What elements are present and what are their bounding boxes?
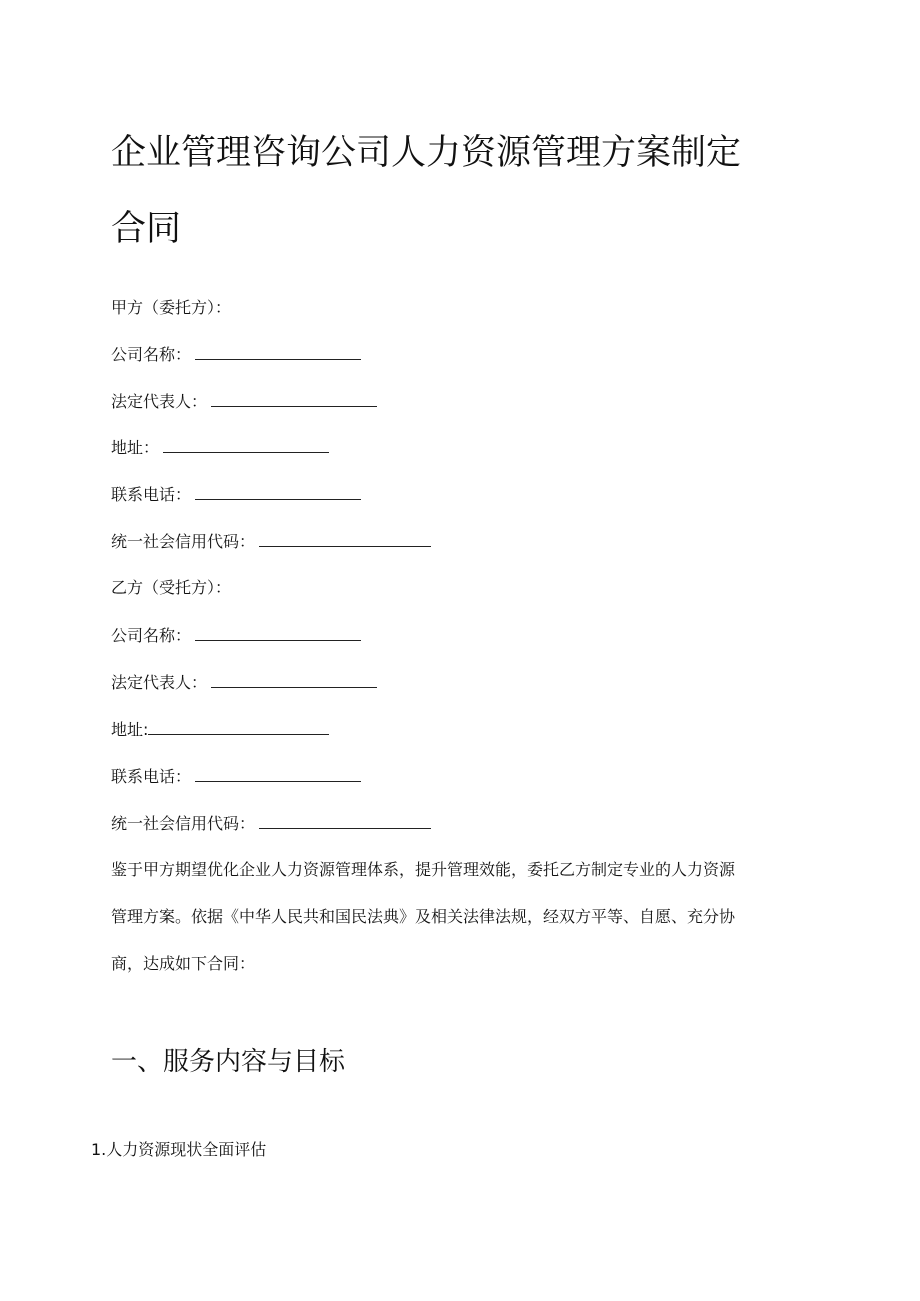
preamble-line-2: 管理方案。依据《中华人民共和国民法典》及相关法律法规，经双方平等、自愿、充分协: [111, 907, 736, 926]
party-b-credit-code-label: 统一社会信用代码：: [111, 814, 256, 833]
party-a-legal-rep-label: 法定代表人：: [111, 392, 208, 411]
party-b-legal-rep-field[interactable]: [211, 671, 377, 688]
party-b-address-field[interactable]: [148, 718, 329, 735]
party-b-phone-field[interactable]: [195, 765, 361, 782]
preamble-line-1: 鉴于甲方期望优化企业人力资源管理体系，提升管理效能，委托乙方制定专业的人力资源: [111, 860, 736, 879]
party-b-address-label: 地址:: [111, 720, 149, 739]
party-b-company-name-field[interactable]: [195, 624, 361, 641]
party-a-legal-rep-row: [111, 390, 377, 413]
preamble-line-3: 商，达成如下合同：: [111, 954, 256, 973]
party-a-phone-field[interactable]: [195, 483, 361, 500]
party-a-company-name-label: 公司名称：: [111, 345, 192, 364]
party-a-phone-row: [111, 483, 361, 506]
party-b-phone-row: [111, 765, 361, 788]
party-a-phone-label: 联系电话：: [111, 485, 192, 504]
section-1-item-1: 1.人力资源现状全面评估: [91, 1140, 267, 1159]
party-a-company-name-field[interactable]: [195, 343, 361, 360]
document-title-line-1: 企业管理咨询公司人力资源管理方案制定: [111, 133, 742, 173]
party-a-credit-code-field[interactable]: [259, 530, 431, 547]
party-b-phone-label: 联系电话：: [111, 767, 192, 786]
party-a-legal-rep-field[interactable]: [211, 390, 377, 407]
party-b-company-name-label: 公司名称：: [111, 626, 192, 645]
document-title-line-2: 合同: [111, 209, 182, 249]
party-a-credit-code-row: [111, 530, 431, 553]
party-a-address-label: 地址：: [111, 438, 160, 457]
party-b-heading: 乙方（受托方）：: [111, 578, 232, 597]
party-b-address-row: [111, 718, 329, 741]
party-a-address-field[interactable]: [163, 436, 329, 453]
party-b-legal-rep-label: 法定代表人：: [111, 673, 208, 692]
party-a-heading: 甲方（委托方）：: [111, 298, 232, 317]
party-b-credit-code-row: [111, 812, 431, 835]
section-1-heading: 一、服务内容与目标: [111, 1047, 346, 1077]
party-a-credit-code-label: 统一社会信用代码：: [111, 532, 256, 551]
party-b-company-name-row: [111, 624, 361, 647]
party-a-address-row: [111, 436, 329, 459]
party-a-company-name-row: [111, 343, 361, 366]
party-b-credit-code-field[interactable]: [259, 812, 431, 829]
party-b-legal-rep-row: [111, 671, 377, 694]
